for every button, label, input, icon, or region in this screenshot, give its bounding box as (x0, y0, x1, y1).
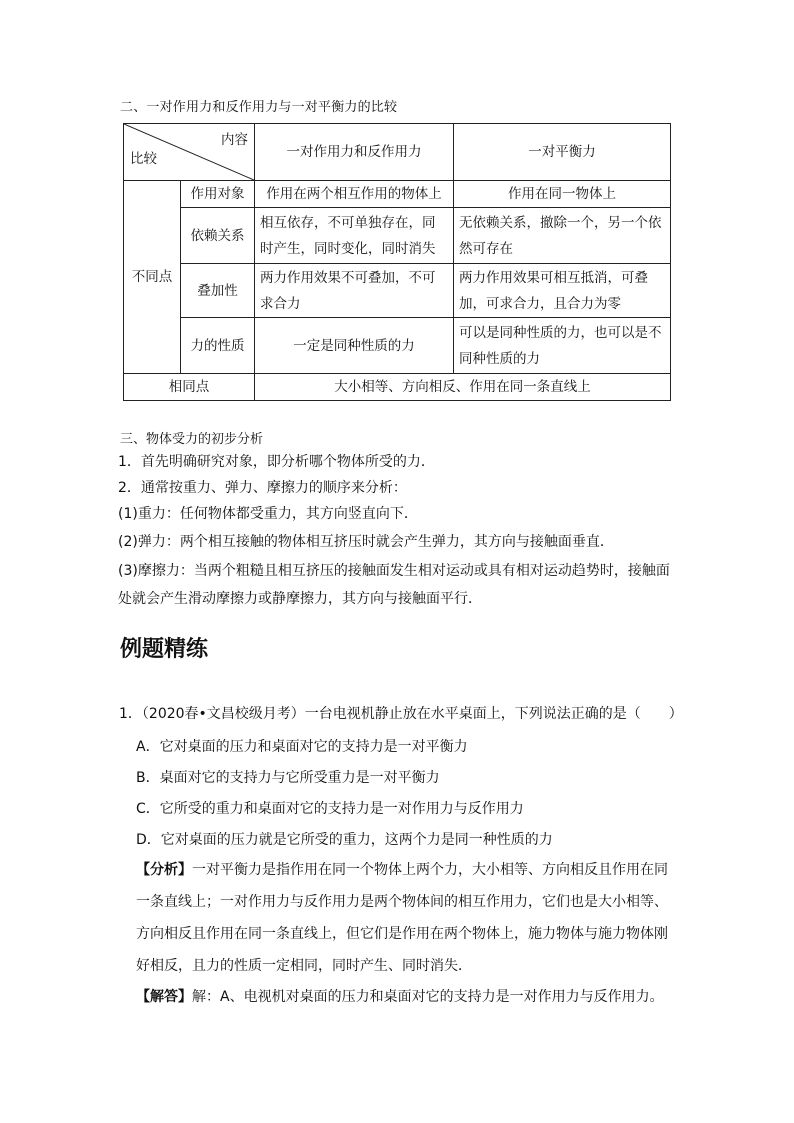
row-label: 叠加性 (181, 264, 255, 318)
table-cell: 作用在两个相互作用的物体上 (255, 181, 454, 208)
similarities-value: 大小相等、方向相反、作用在同一条直线上 (255, 374, 671, 401)
table-cell: 相互依存，不可单独存在，同时产生，同时变化，同时消失 (255, 208, 454, 264)
header-action-reaction: 一对作用力和反作用力 (255, 124, 454, 181)
paragraph: 1．首先明确研究对象，即分析哪个物体所受的力． (118, 454, 435, 470)
section2-title: 二、一对作用力和反作用力与一对平衡力的比较 (120, 100, 398, 115)
table-cell: 两力作用效果可相互抵消，可叠加，可求合力，且合力为零 (454, 264, 671, 318)
paragraph: (1)重力：任何物体都受重力，其方向竖直向下． (118, 506, 418, 522)
table-cell: 一定是同种性质的力 (255, 318, 454, 374)
table-cell: 无依赖关系，撤除一个，另一个依然可存在 (454, 208, 671, 264)
header-balanced-force: 一对平衡力 (454, 124, 671, 181)
answer-text: 解：A、电视机对桌面的压力和桌面对它的支持力是一对作用力与反作用力。 (192, 989, 664, 1005)
question-stem: 1．（2020春•文昌校级月考）一台电视机静止放在水平桌面上，下列说法正确的是（ ） (119, 706, 683, 722)
answer-label: 【解答】 (136, 989, 192, 1005)
similarities-label: 相同点 (124, 374, 255, 401)
header-compare-label: 比较 (130, 151, 157, 167)
option-d: D．它对桌面的压力就是它所受的重力，这两个力是同一种性质的力 (136, 832, 553, 848)
table-cell: 作用在同一物体上 (454, 181, 671, 208)
comparison-table (123, 123, 671, 401)
differences-label: 不同点 (124, 181, 181, 374)
option-a: A．它对桌面的压力和桌面对它的支持力是一对平衡力 (136, 739, 468, 755)
row-label: 依赖关系 (181, 208, 255, 264)
paragraph: 2．通常按重力、弹力、摩擦力的顺序来分析： (118, 480, 407, 496)
table-cell: 可以是同种性质的力，也可以是不同种性质的力 (454, 318, 671, 374)
answer-block (136, 981, 676, 1013)
row-label: 力的性质 (181, 318, 255, 374)
analysis-label: 【分析】 (136, 862, 192, 878)
header-content-label: 内容 (221, 132, 248, 148)
analysis-text: 一对平衡力是指作用在同一个物体上两个力，大小相等、方向相反且作用在同一条直线上；一对作用力与反作用力是两个物体间的相互作用力，它们也是大小相等、方向相反且作用在同一条直线上，但它们是作用在两个物体上，施力物体与施力物体刚好相反，且力的性质一定相同，同时产生、同时消失． (136, 862, 668, 974)
option-b: B．桌面对它的支持力与它所受重力是一对平衡力 (136, 770, 440, 786)
analysis-block (136, 854, 676, 982)
paragraph: (3)摩擦力：当两个粗糙且相互挤压的接触面发生相对运动或具有相对运动趋势时，接触面处就会产生滑动摩擦力或静摩擦力，其方向与接触面平行． (118, 563, 670, 607)
row-label: 作用对象 (181, 181, 255, 208)
paragraph: (2)弹力：两个相互接触的物体相互挤压时就会产生弹力，其方向与接触面垂直． (118, 534, 614, 550)
table-cell: 两力作用效果不可叠加，不可求合力 (255, 264, 454, 318)
section3-title: 三、物体受力的初步分析 (120, 432, 264, 447)
diagonal-header-cell (124, 124, 255, 181)
examples-title: 例题精练 (120, 637, 209, 662)
option-c: C．它所受的重力和桌面对它的支持力是一对作用力与反作用力 (136, 801, 524, 817)
